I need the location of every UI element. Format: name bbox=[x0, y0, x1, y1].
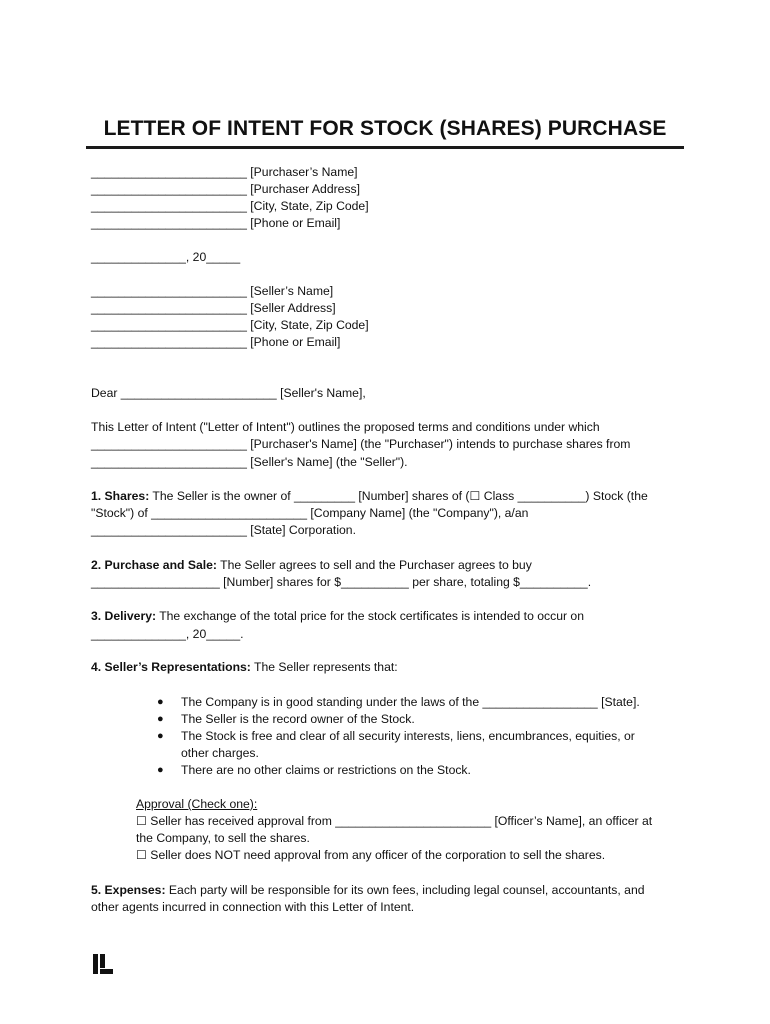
section-expenses-line: other agents incurred in connection with this Letter of Intent. bbox=[91, 900, 415, 914]
section-text: The Seller represents that: bbox=[250, 660, 398, 674]
section-heading: 1. Shares: bbox=[91, 489, 150, 503]
section-text: The exchange of the total price for the stock certificates is intended to occur on bbox=[156, 609, 584, 623]
section-purchase-line: ___________________ [Number] shares for $__________ per share, totaling $__________. bbox=[91, 575, 592, 589]
seller-address-line: _______________________ [Seller Address] bbox=[91, 301, 336, 315]
approval-heading: Approval (Check one): bbox=[136, 797, 258, 811]
section-purchase-line bbox=[91, 558, 532, 573]
bullet-item: The Stock is free and clear of all security interests, liens, encumbrances, equities, or bbox=[181, 729, 635, 743]
intro-line: _______________________ [Seller's Name] (the "Seller"). bbox=[91, 455, 408, 469]
purchaser-city-line: _______________________ [City, State, Zip Code] bbox=[91, 199, 369, 213]
seller-name-line: _______________________ [Seller’s Name] bbox=[91, 284, 334, 298]
section-shares-line: "Stock") of _______________________ [Company Name] (the "Company"), a/an bbox=[91, 506, 529, 520]
document-title: LETTER OF INTENT FOR STOCK (SHARES) PURCHASE bbox=[103, 117, 667, 140]
section-shares-line bbox=[91, 489, 648, 504]
approval-option-continued: the Company, to sell the shares. bbox=[136, 831, 310, 845]
bullet-item: The Seller is the record owner of the Stock. bbox=[181, 712, 415, 726]
bullet-item: There are no other claims or restrictions on the Stock. bbox=[181, 763, 471, 777]
section-representations-line bbox=[91, 660, 398, 675]
section-delivery-line bbox=[91, 609, 584, 624]
section-delivery-line: ______________, 20_____. bbox=[91, 627, 244, 641]
salutation: Dear _______________________ [Seller's Name], bbox=[91, 386, 366, 400]
seller-contact-line: _______________________ [Phone or Email] bbox=[91, 335, 341, 349]
section-heading: 5. Expenses: bbox=[91, 883, 166, 897]
logo-icon bbox=[92, 953, 114, 975]
bullet-dot: ● bbox=[157, 764, 164, 776]
bullet-dot: ● bbox=[157, 713, 164, 725]
intro-line: _______________________ [Purchaser's Name] (the "Purchaser") intends to purchase shares from bbox=[91, 437, 631, 451]
bullet-item: The Company is in good standing under the laws of the _________________ [State]. bbox=[181, 695, 640, 709]
bullet-dot: ● bbox=[157, 730, 164, 742]
section-shares-line: _______________________ [State] Corporation. bbox=[91, 523, 356, 537]
purchaser-address-line: _______________________ [Purchaser Address] bbox=[91, 182, 361, 196]
date-line: ______________, 20_____ bbox=[91, 250, 241, 264]
section-heading: 3. Delivery: bbox=[91, 609, 157, 623]
section-heading: 2. Purchase and Sale: bbox=[91, 558, 217, 572]
title-divider bbox=[86, 146, 684, 149]
section-heading: 4. Seller’s Representations: bbox=[91, 660, 251, 674]
section-text: The Seller is the owner of _________ [Number] shares of (☐ Class __________) Stock (the bbox=[149, 489, 648, 503]
bullet-dot: ● bbox=[157, 696, 164, 708]
section-text: The Seller agrees to sell and the Purchaser agrees to buy bbox=[217, 558, 532, 572]
seller-city-line: _______________________ [City, State, Zip Code] bbox=[91, 318, 369, 332]
purchaser-name-line: _______________________ [Purchaser’s Name] bbox=[91, 165, 358, 179]
purchaser-contact-line: _______________________ [Phone or Email] bbox=[91, 216, 341, 230]
section-expenses-line bbox=[91, 883, 645, 898]
approval-option-not-needed[interactable]: ☐ Seller does NOT need approval from any officer of the corporation to sell the shares. bbox=[136, 848, 606, 862]
intro-line: This Letter of Intent ("Letter of Intent") outlines the proposed terms and conditions under which bbox=[91, 420, 600, 434]
section-text: Each party will be responsible for its own fees, including legal counsel, accountants, and bbox=[165, 883, 645, 897]
bullet-item-continued: other charges. bbox=[181, 746, 259, 760]
approval-option-received[interactable]: ☐ Seller has received approval from _______________________ [Officer’s Name], an officer at bbox=[136, 814, 653, 828]
